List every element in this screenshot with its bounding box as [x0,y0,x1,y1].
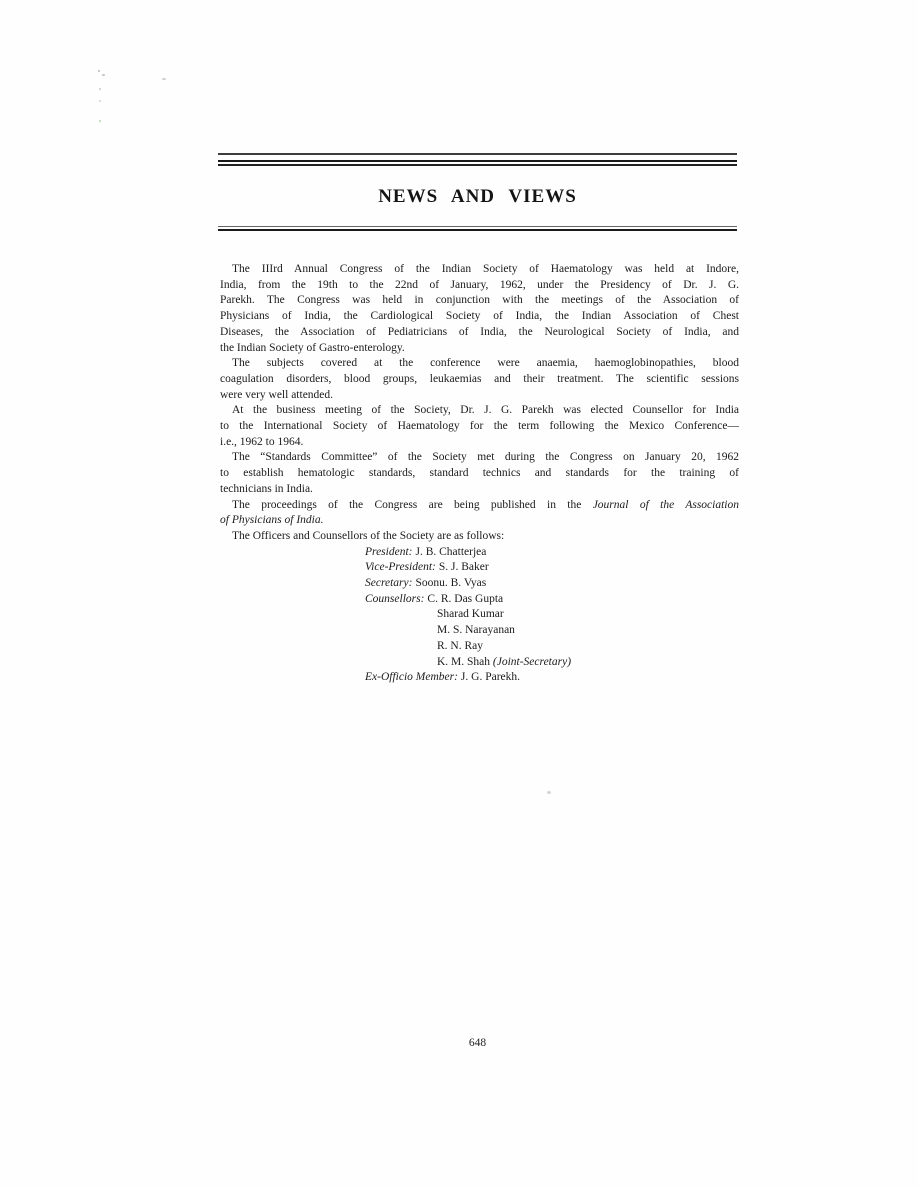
scan-speck [547,791,551,794]
officer-name: J. G. Parekh. [460,671,521,684]
officer-name: S. J. Baker [438,561,489,574]
text-line: the Indian Society of Gastro-enterology. [220,341,405,354]
article-body [220,262,739,686]
officer-row [365,670,739,686]
officer-role: Ex-Officio Member: [365,671,458,684]
officer-row [365,560,739,576]
title-underline-thick [218,229,737,232]
officer-row [365,545,739,561]
officer-name-text: K. M. Shah [437,655,493,668]
officer-note: (Joint-Secretary) [492,655,572,668]
top-rule-thick-lower [218,164,737,166]
officer-row [365,639,739,655]
scan-speck [162,78,166,80]
article-title: NEWS AND VIEWS [378,186,577,207]
scan-speck [99,120,101,122]
text-line: coagulation disorders, blood groups, leukaemias and their treatment. The scientific sessions [220,372,739,385]
scan-speck [99,100,101,102]
scan-speck [99,88,101,90]
officer-name: Soonu. B. Vyas [415,577,487,590]
text-line: The “Standards Committee” of the Society met during the Congress on January 20, 1962 [232,451,739,464]
title-underline-thin [218,226,737,227]
text-line: i.e., 1962 to 1964. [220,435,304,448]
officer-row [365,623,739,639]
officer-row [365,576,739,592]
page-number: 648 [468,1037,487,1049]
text-line: India, from the 19th to the 22nd of January, 1962, under the Presidency of Dr. J. G. [220,278,739,291]
journal-name-segment: of Physicians of India. [220,514,324,527]
text-line: The Officers and Counsellors of the Society are as follows: [232,529,505,542]
officer-name: R. N. Ray [437,639,483,652]
text-line: Diseases, the Association of Pediatricians of India, the Neurological Society of India, and [220,325,739,338]
text-line: At the business meeting of the Society, Dr. J. G. Parekh was elected Counsellor for India [232,404,739,417]
officer-role: Secretary: [365,577,413,590]
scan-speck [102,74,105,76]
officer-role: Vice-President: [365,561,436,574]
top-rule-thick-upper [218,160,737,162]
officer-role: President: [365,545,413,558]
text-line: were very well attended. [220,388,334,401]
journal-name-segment: Journal of the Association [592,498,739,511]
text-line [220,498,739,514]
text-line: Physicians of India, the Cardiological Society of India, the Indian Association of Chest [220,310,739,323]
officer-row [365,607,739,623]
text-line: technicians in India. [220,482,313,495]
officer-name [365,655,571,671]
officer-row [365,592,739,608]
officer-name: Sharad Kumar [437,608,504,621]
officer-name: M. S. Narayanan [437,624,515,637]
text-segment: The proceedings of the Congress are being published in the [232,498,593,511]
scan-speck [98,70,100,72]
text-line: The IIIrd Annual Congress of the Indian Society of Haematology was held at Indore, [232,263,739,275]
officer-name: J. B. Chatterjea [415,545,487,558]
officer-name: C. R. Das Gupta [427,592,504,605]
text-line: The subjects covered at the conference were anaemia, haemoglobinopathies, blood [232,357,739,370]
text-line: to establish hematologic standards, standard technics and standards for the training of [220,467,739,480]
text-line: Parekh. The Congress was held in conjunction with the meetings of the Association of [220,294,739,307]
officer-role: Counsellors: [365,592,425,605]
top-rule-thin [218,153,737,155]
officer-row [365,655,739,671]
officers-list [365,545,739,686]
text-line: to the International Society of Haematology for the term following the Mexico Conference— [220,420,739,433]
